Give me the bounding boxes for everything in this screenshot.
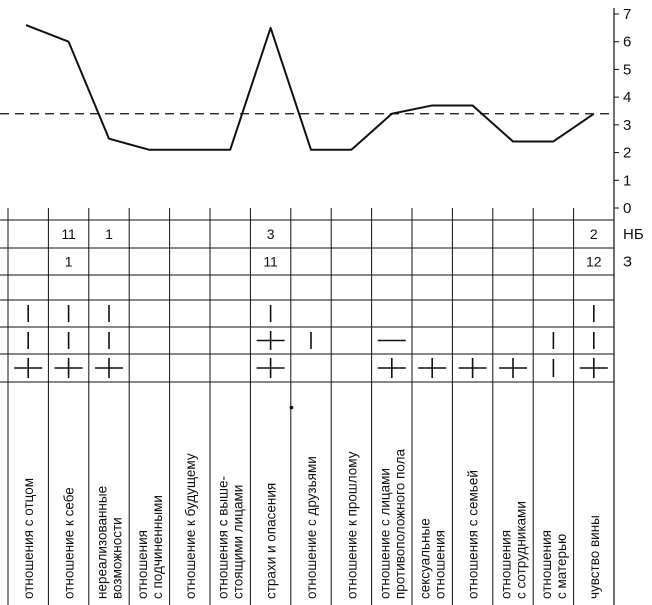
category-label: отношение к прошлому bbox=[344, 451, 360, 599]
category-label: с сотрудниками bbox=[513, 501, 529, 599]
category-label: отношения с выше- bbox=[215, 476, 231, 599]
category-label: отношение к будущему bbox=[182, 453, 198, 599]
category-label: с подчиненными bbox=[149, 495, 165, 599]
y-tick-label: 2 bbox=[623, 144, 632, 162]
category-label: противоположного пола bbox=[392, 449, 408, 599]
y-tick-label: 4 bbox=[623, 89, 632, 107]
category-label: отношения с отцом bbox=[21, 477, 37, 599]
category-label: с матерью bbox=[553, 533, 569, 599]
y-tick-label: 6 bbox=[623, 33, 632, 51]
table-cell: 3 bbox=[266, 226, 275, 242]
y-tick-label: 7 bbox=[623, 6, 632, 23]
category-label: отношение с друзьями bbox=[304, 456, 319, 599]
category-label: отношения с семьей bbox=[465, 470, 481, 599]
category-label: отношение с лицами bbox=[377, 468, 393, 599]
series-line bbox=[26, 25, 594, 150]
table-cell: 2 bbox=[589, 226, 598, 242]
y-tick-label: 0 bbox=[623, 200, 632, 217]
category-label: отношения bbox=[432, 529, 448, 599]
category-label: страхи и опасения bbox=[263, 482, 279, 599]
y-tick-label: 5 bbox=[623, 61, 632, 79]
category-label: отношения bbox=[538, 529, 554, 599]
category-label: сексуальные bbox=[417, 518, 433, 599]
table-cell: 12 bbox=[586, 253, 602, 270]
category-label: стоящими лицами bbox=[230, 484, 246, 599]
y-tick-label: 3 bbox=[623, 116, 632, 134]
table-cell: 1 bbox=[64, 253, 73, 270]
table-cell: 11 bbox=[263, 253, 278, 270]
table-cell: 11 bbox=[61, 226, 76, 242]
category-label: чувство вины bbox=[586, 515, 602, 599]
table-row-label: НБ bbox=[623, 226, 644, 243]
stray-mark: • bbox=[289, 399, 294, 415]
table-row-label: З bbox=[623, 253, 633, 271]
category-label: отношение к себе bbox=[61, 487, 77, 599]
y-tick-label: 1 bbox=[623, 172, 632, 190]
category-label: отношения bbox=[498, 529, 514, 599]
category-label: нереализованные bbox=[94, 485, 110, 599]
category-label: отношения bbox=[134, 529, 150, 599]
table-cell: 1 bbox=[105, 226, 113, 242]
category-label: возможности bbox=[109, 517, 125, 599]
